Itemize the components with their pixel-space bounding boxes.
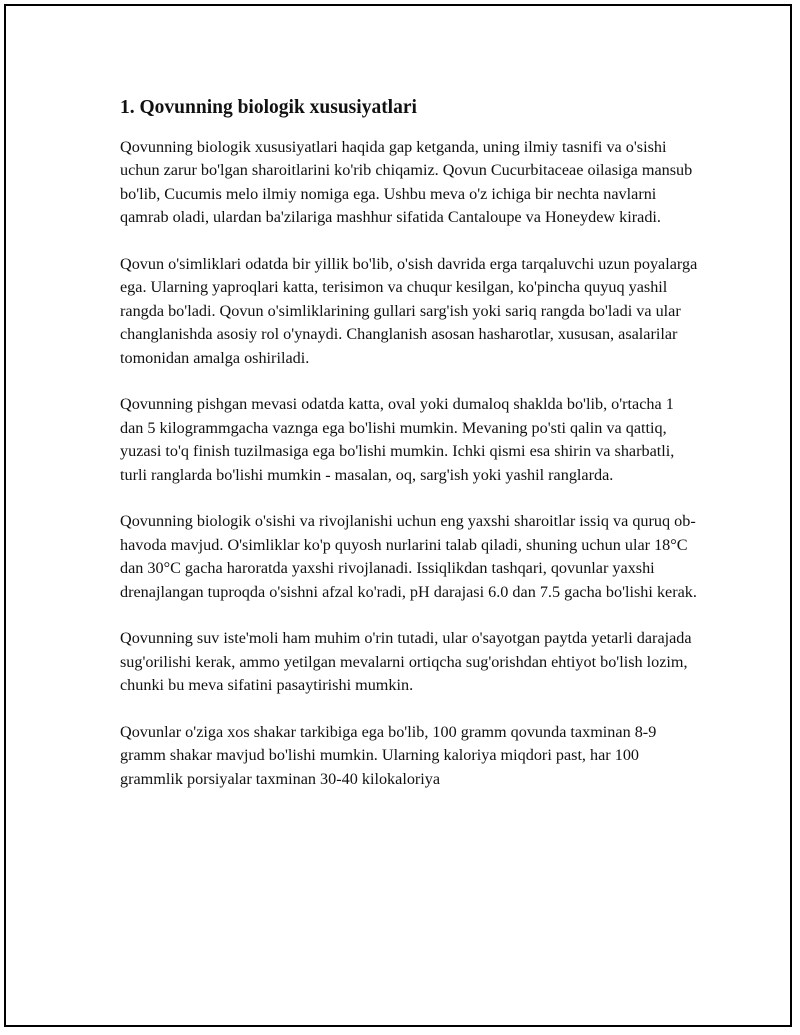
paragraph-6: Qovunlar o'ziga xos shakar tarkibiga ega bo'lib, 100 gramm qovunda taxminan 8-9 gramm shakar mavjud bo'lishi mumkin. Ularning kaloriya miqdori past, har 100 grammlik porsiyalar taxminan 30-40 kilokaloriya bbox=[120, 723, 657, 788]
paragraph-5: Qovunning suv iste'moli ham muhim o'rin tutadi, ular o'sayotgan paytda yetarli darajada sug'orilishi kerak, ammo yetilgan mevalarni ortiqcha sug'orishdan ehtiyot bo'lish lozim, chunki bu meva sifatini pasaytirishi mumkin. bbox=[120, 629, 692, 695]
paragraph-1: Qovunning biologik xususiyatlari haqida gap ketganda, uning ilmiy tasnifi va o'sishi uchun zarur bo'lgan sharoitlarini ko'rib chiqamiz. Qovun Cucurbitaceae oilasiga mansub bo'lib, Cucumis melo ilmiy nomiga ega. Ushbu meva o'z ichiga bir nechta navlarni qamrab oladi, ulardan ba'zilariga mashhur sifatida Cantaloupe va Honeydew kiradi. bbox=[120, 138, 693, 227]
paragraph-3: Qovunning pishgan mevasi odatda katta, oval yoki dumaloq shaklda bo'lib, o'rtacha 1 dan 5 kilogrammgacha vaznga ega bo'lishi mumkin. Mevaning po'sti qalin va qattiq, yuzasi to'q finish tuzilmasiga ega bo'lishi mumkin. Ichki qismi esa shirin va sharbatli, turli ranglarda bo'lishi mumkin - masalan, oq, sarg'ish yoki yashil ranglarda. bbox=[120, 395, 675, 484]
paragraph-2: Qovun o'simliklari odatda bir yillik bo'lib, o'sish davrida erga tarqaluvchi uzun poyalarga ega. Ularning yaproqlari katta, terisimon va chuqur kesilgan, ko'pincha quyuq yashil rangda bo'ladi. Qovun o'simliklarining gullari sarg'ish yoki sariq rangda bo'ladi va ular changlanishda asosiy rol o'ynaydi. Changlanish asosan hasharotlar, xususan, asalarilar tomonidan amalga oshiriladi. bbox=[120, 255, 698, 367]
document-body bbox=[120, 94, 700, 815]
paragraph-4: Qovunning biologik o'sishi va rivojlanishi uchun eng yaxshi sharoitlar issiq va quruq ob-havoda mavjud. O'simliklar ko'p quyosh nurlarini talab qiladi, shuning uchun ular 18°C dan 30°C gacha haroratda yaxshi rivojlanadi. Issiqlikdan tashqari, qovunlar yaxshi drenajlangan tuproqda o'sishni afzal ko'radi, pH darajasi 6.0 dan 7.5 gacha bo'lishi kerak. bbox=[120, 512, 697, 601]
section-heading: 1. Qovunning biologik xususiyatlari bbox=[120, 97, 417, 118]
document-page bbox=[4, 4, 792, 1027]
